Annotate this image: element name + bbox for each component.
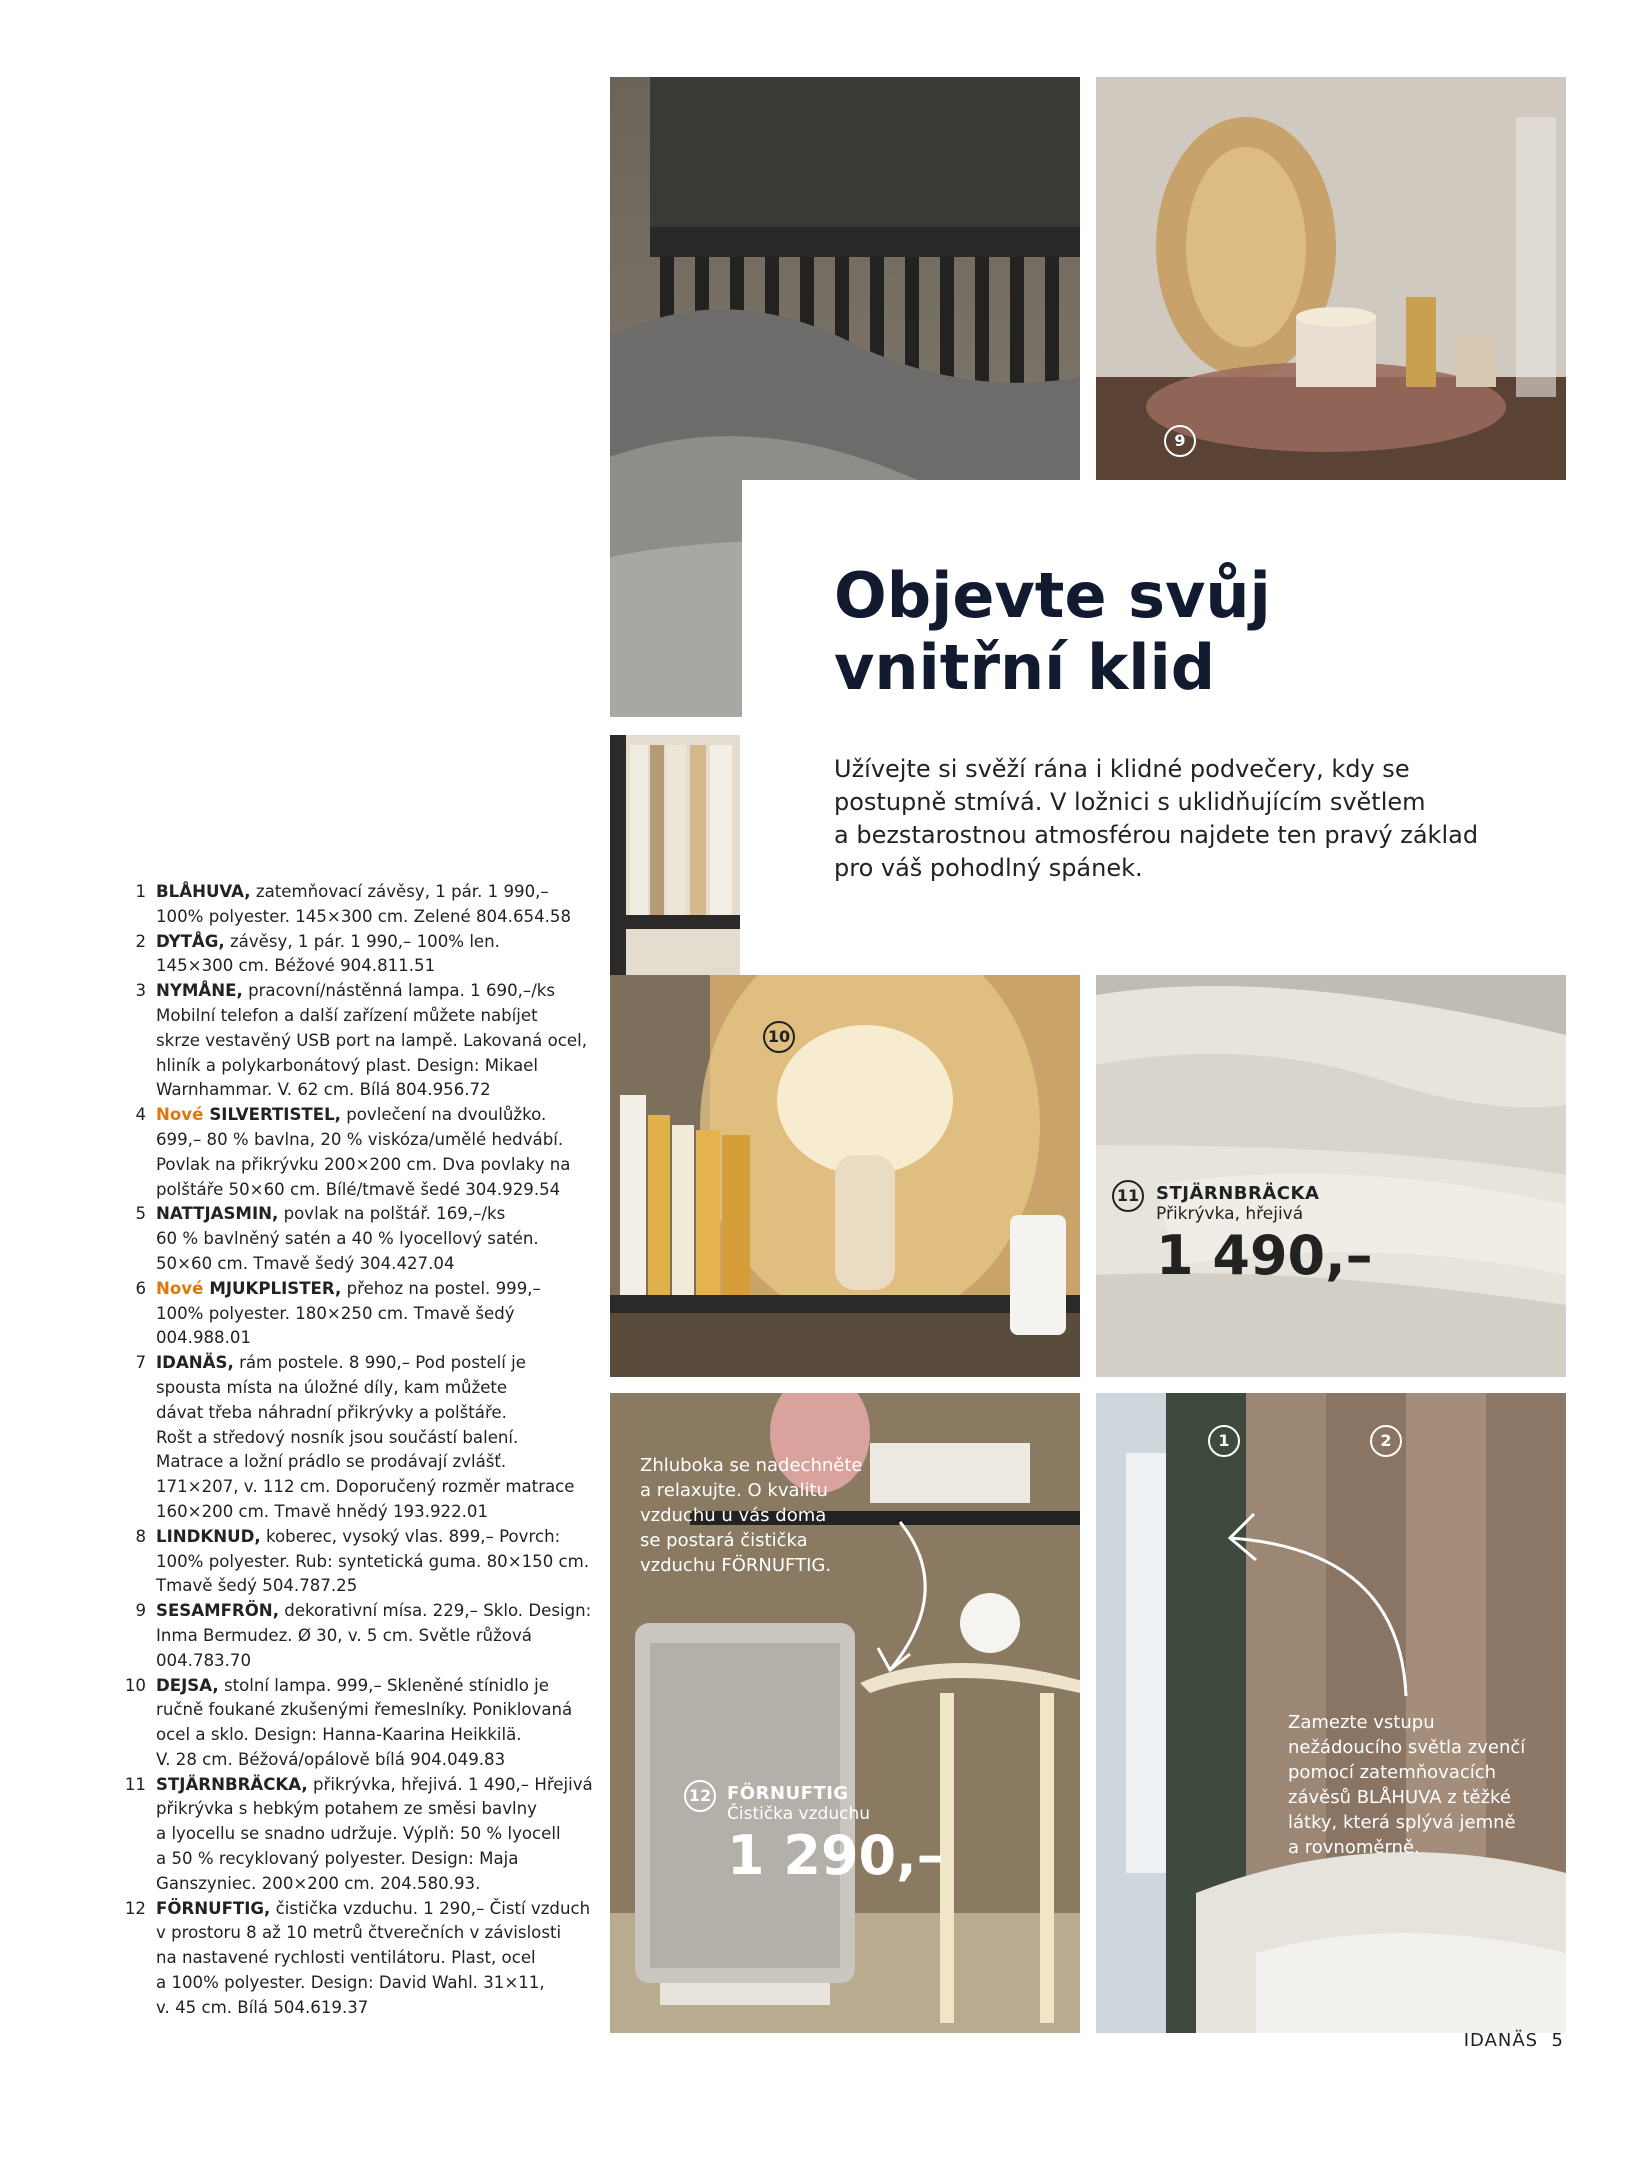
note-line: nežádoucího světla zvenčí [1288, 1737, 1526, 1758]
product-list-item [122, 979, 587, 1103]
product-line [156, 1872, 582, 1897]
product-desc: 100% polyester. 180×250 cm. Tmavě šedý [156, 1303, 515, 1323]
product-desc: Mobilní telefon a další zařízení můžete nabíjet [156, 1005, 538, 1025]
product-name: SILVERTISTEL, [209, 1105, 341, 1125]
product-line [156, 1128, 582, 1153]
product-line [156, 1574, 582, 1599]
product-number: 12 [124, 1898, 146, 1918]
photo-table-lamp [610, 975, 1080, 1377]
product-line [156, 1698, 582, 1723]
product-line [156, 1550, 590, 1575]
product-line [156, 1475, 582, 1500]
product-desc: Ganszyniec. 200×200 cm. 204.580.93. [156, 1873, 481, 1893]
product-desc: 60 % bavlněný satén a 40 % lyocellový satén. [156, 1229, 539, 1249]
note-line: pomocí zatemňovacích [1288, 1762, 1497, 1783]
page-title [834, 560, 1271, 704]
product-line [156, 1971, 582, 1996]
product-desc: 699,– 80 % bavlna, 20 % viskóza/umělé hedvábí. [156, 1129, 564, 1149]
lead-line: postupně stmívá. V ložnici s uklidňujícím světlem [834, 788, 1426, 816]
product-number: 4 [135, 1105, 146, 1125]
lead-paragraph [834, 753, 1479, 885]
callout-badge-9: 9 [1164, 425, 1196, 457]
product-line [156, 1921, 582, 1946]
product-desc: přikrývka, hřejivá. 1 490,– Hřejivá [313, 1774, 593, 1794]
note-line: vzduchu u vás doma [640, 1505, 827, 1526]
lead-line: pro váš pohodlný spánek. [834, 854, 1143, 882]
product-desc: ocel a sklo. Design: Hanna-Kaarina Heikkilä. [156, 1725, 522, 1745]
product-line [156, 1674, 582, 1699]
product-desc: Tmavě šedý 504.787.25 [156, 1576, 358, 1596]
title-line-1: Objevte svůj [834, 559, 1271, 632]
product-name: DEJSA, [156, 1675, 219, 1695]
product-line [156, 1326, 582, 1351]
note-blackout-curtains [1288, 1710, 1525, 1860]
product-desc: spousta místa na úložné díly, kam můžete [156, 1377, 508, 1397]
product-line [156, 1103, 582, 1128]
product-line [156, 1153, 582, 1178]
price-tag-stjarnbracka [1156, 1183, 1373, 1288]
product-list-item [122, 930, 582, 980]
product-desc: V. 28 cm. Béžová/opálově bílá 904.049.83 [156, 1749, 506, 1769]
product-line [156, 1599, 592, 1624]
product-number: 8 [135, 1526, 146, 1546]
callout-badge-12: 12 [684, 1780, 716, 1812]
product-name: BLÅHUVA, [156, 882, 251, 901]
product-list [122, 880, 593, 2021]
product-line [156, 1847, 582, 1872]
product-list-item [122, 880, 582, 930]
price-tag-price: 1 490,– [1156, 1224, 1373, 1287]
product-list-item [122, 1351, 582, 1525]
product-line [156, 905, 582, 930]
product-line [156, 1252, 582, 1277]
product-line [156, 1748, 582, 1773]
product-desc: skrze vestavěný USB port na lampě. Lakovaná ocel, [156, 1030, 587, 1050]
footer-label: IDANÄS [1463, 2030, 1539, 2051]
product-line [156, 1401, 582, 1426]
note-line: vzduchu FÖRNUFTIG. [640, 1555, 832, 1576]
product-desc: 145×300 cm. Béžové 904.811.51 [156, 956, 436, 976]
product-desc: závěsy, 1 pár. 1 990,– 100% len. [229, 931, 500, 951]
product-list-item [122, 1277, 582, 1351]
product-desc: 171×207, v. 112 cm. Doporučený rozměr matrace [156, 1477, 575, 1497]
product-line [156, 1078, 582, 1103]
product-name: IDANÄS, [156, 1353, 234, 1373]
product-line [156, 1624, 582, 1649]
product-desc: 160×200 cm. Tmavě hnědý 193.922.01 [156, 1501, 489, 1521]
product-desc: Povlak na přikrývku 200×200 cm. Dva povlaky na [156, 1154, 571, 1174]
price-tag-price: 1 290,– [727, 1824, 944, 1887]
product-line [156, 1773, 593, 1798]
product-desc: zatemňovací závěsy, 1 pár. 1 990,– [255, 882, 549, 901]
product-line [156, 1302, 582, 1327]
product-number: 2 [135, 931, 146, 951]
product-line [156, 1004, 582, 1029]
product-name: MJUKPLISTER, [209, 1278, 342, 1298]
product-line [156, 1897, 591, 1922]
product-desc: povlečení na dvoulůžko. [346, 1105, 547, 1125]
product-number: 11 [124, 1774, 146, 1794]
product-name: SESAMFRÖN, [156, 1601, 280, 1621]
product-list-item [122, 1897, 591, 2021]
note-line: Zamezte vstupu [1288, 1712, 1435, 1733]
product-desc: v prostoru 8 až 10 metrů čtverečních v závislosti [156, 1923, 562, 1943]
product-line [156, 1029, 587, 1054]
product-line [156, 1450, 582, 1475]
arrow-down-icon [870, 1520, 950, 1680]
price-tag-name: FÖRNUFTIG [727, 1783, 849, 1804]
product-desc: pracovní/nástěnná lampa. 1 690,–/ks [248, 981, 556, 1001]
product-number: 3 [135, 981, 146, 1001]
product-desc: hliník a polykarbonátový plast. Design: Mikael [156, 1055, 538, 1075]
product-desc: a 100% polyester. Design: David Wahl. 31×11, [156, 1973, 545, 1993]
callout-badge-11: 11 [1112, 1180, 1144, 1212]
product-desc: na nastavené rychlosti ventilátoru. Plast, ocel [156, 1948, 536, 1968]
product-line [156, 1525, 582, 1550]
product-desc: 004.783.70 [156, 1650, 252, 1670]
product-line [156, 1227, 582, 1252]
product-desc: ručně foukané zkušenými řemeslníky. Poniklovaná [156, 1700, 573, 1720]
product-name: DYTÅG, [156, 931, 225, 951]
photo-wicker-lamp-candle [1096, 77, 1566, 480]
product-line [156, 1426, 582, 1451]
product-line [156, 979, 582, 1004]
price-tag-desc: Čistička vzduchu [727, 1804, 870, 1824]
product-desc: Warnhammar. V. 62 cm. Bílá 804.956.72 [156, 1080, 491, 1100]
product-name: STJÄRNBRÄCKA, [156, 1774, 308, 1794]
new-badge: Nové [156, 1105, 204, 1125]
product-line [156, 1797, 582, 1822]
product-line [156, 1178, 582, 1203]
product-desc: stolní lampa. 999,– Skleněné stínidlo je [223, 1675, 549, 1695]
product-desc: povlak na polštář. 169,–/ks [283, 1204, 506, 1224]
product-line [156, 880, 582, 905]
product-name: NATTJASMIN, [156, 1204, 279, 1224]
product-line [156, 1822, 582, 1847]
note-line: a relaxujte. O kvalitu [640, 1480, 828, 1501]
product-number: 1 [135, 882, 146, 901]
product-line [156, 1649, 582, 1674]
product-desc: a 50 % recyklovaný polyester. Design: Maja [156, 1849, 519, 1869]
note-air-quality [640, 1453, 862, 1578]
title-line-2: vnitřní klid [834, 631, 1216, 704]
product-desc: v. 45 cm. Bílá 504.619.37 [156, 1997, 369, 2017]
product-line [156, 1202, 582, 1227]
product-line [156, 1054, 582, 1079]
callout-badge-10: 10 [763, 1021, 795, 1053]
product-desc: přehoz na postel. 999,– [346, 1278, 541, 1298]
page-footer [1464, 2030, 1564, 2051]
product-number: 9 [135, 1601, 146, 1621]
product-desc: 100% polyester. Rub: syntetická guma. 80×150 cm. [156, 1551, 590, 1571]
product-line [156, 1500, 582, 1525]
product-list-item [122, 1599, 592, 1673]
product-line [156, 1351, 582, 1376]
product-line [156, 1723, 582, 1748]
photo-duvet [1096, 975, 1566, 1377]
note-line: závěsů BLÅHUVA z těžké [1288, 1787, 1511, 1808]
price-tag-desc: Přikrývka, hřejivá [1156, 1204, 1304, 1224]
product-list-item [122, 1773, 593, 1897]
lead-line: a bezstarostnou atmosférou najdete ten pravý základ [834, 821, 1479, 849]
page-number: 5 [1551, 2030, 1564, 2051]
product-desc: přikrývka s hebkým potahem ze směsi bavlny [156, 1799, 537, 1819]
product-desc: rám postele. 8 990,– Pod postelí je [239, 1353, 526, 1373]
product-number: 10 [124, 1675, 146, 1695]
product-name: LINDKNUD, [156, 1526, 261, 1546]
title-panel [742, 480, 1582, 975]
product-number: 7 [135, 1353, 146, 1373]
product-desc: dávat třeba náhradní přikrývky a polštáře. [156, 1402, 507, 1422]
product-desc: a lyocellu se snadno udržuje. Výplň: 50 % lyocell [156, 1824, 561, 1844]
product-desc: 004.988.01 [156, 1328, 252, 1348]
callout-badge-1: 1 [1208, 1425, 1240, 1457]
product-name: NYMÅNE, [156, 981, 243, 1001]
arrow-left-icon [1220, 1500, 1420, 1700]
price-tag-name: STJÄRNBRÄCKA [1156, 1183, 1320, 1204]
product-line [156, 1946, 582, 1971]
product-desc: Matrace a ložní prádlo se prodávají zvlášť. [156, 1452, 507, 1472]
product-line [156, 1996, 582, 2021]
product-line [156, 930, 582, 955]
note-line: se postará čistička [640, 1530, 808, 1551]
note-line: látky, která splývá jemně [1288, 1812, 1516, 1833]
note-line: a rovnoměrně. [1288, 1837, 1420, 1858]
product-number: 6 [135, 1278, 146, 1298]
product-list-item [122, 1525, 590, 1599]
product-list-item [122, 1103, 582, 1202]
product-desc: Rošt a středový nosník jsou součástí balení. [156, 1427, 519, 1447]
price-tag-fornuftig [727, 1783, 944, 1888]
product-line [156, 1277, 582, 1302]
product-desc: polštáře 50×60 cm. Bílé/tmavě šedé 304.929.54 [156, 1179, 561, 1199]
product-line [156, 954, 582, 979]
product-line [156, 1376, 582, 1401]
product-desc: 50×60 cm. Tmavě šedý 304.427.04 [156, 1253, 455, 1273]
product-desc: dekorativní mísa. 229,– Sklo. Design: [284, 1601, 592, 1621]
product-list-item [122, 1202, 582, 1276]
lead-line: Užívejte si svěží rána i klidné podvečery, kdy se [834, 755, 1410, 783]
note-line: Zhluboka se nadechněte [640, 1455, 863, 1476]
product-desc: 100% polyester. 145×300 cm. Zelené 804.654.58 [156, 906, 572, 926]
product-name: FÖRNUFTIG, [156, 1898, 271, 1918]
product-desc: koberec, vysoký vlas. 899,– Povrch: [266, 1526, 561, 1546]
product-desc: čistička vzduchu. 1 290,– Čistí vzduch [275, 1898, 591, 1918]
product-desc: Inma Bermudez. Ø 30, v. 5 cm. Světle růžová [156, 1625, 532, 1645]
photo-shelf-books [610, 735, 740, 975]
new-badge: Nové [156, 1278, 204, 1298]
callout-badge-2: 2 [1370, 1425, 1402, 1457]
product-number: 5 [135, 1204, 146, 1224]
product-list-item [122, 1674, 582, 1773]
